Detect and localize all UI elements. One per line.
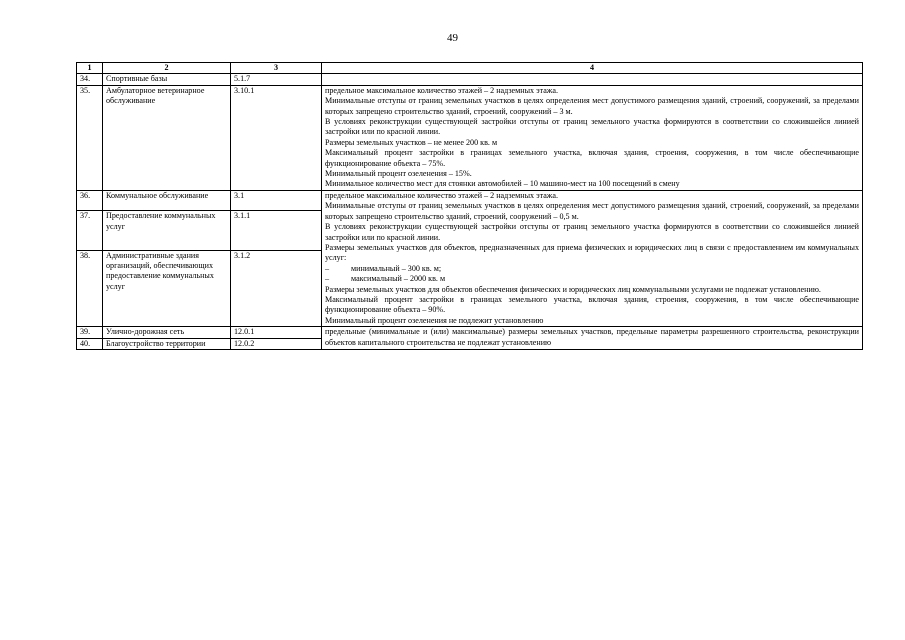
row-code: 3.1.1 — [231, 211, 322, 250]
param-line: Размеры земельных участков для объектов, предназначенных для приема физических и юридических лиц в связи с предоставлением им коммунальных услуг: — [325, 242, 859, 263]
row-name: Предоставление коммунальных услуг — [103, 211, 231, 250]
param-line: Минимальные отступы от границ земельных участков в целях определения мест допустимого размещения зданий, строений, сооружений, за пределами которых запрещено строительство зданий, строений, сооружений – 3 м. — [325, 96, 859, 116]
row-name: Коммунальное обслуживание — [103, 190, 231, 210]
row-number: 34. — [77, 74, 103, 85]
param-line: Минимальный процент озеленения – 15%. — [325, 169, 472, 179]
params-cell-roads: предельные (минимальные и (или) максимальные) размеры земельных участков, предельные параметры разрешенного строительства, реконструкции объектов капитального строительства не подлежат установлению — [322, 327, 863, 350]
dash-item — [325, 264, 859, 274]
row-number: 36. — [77, 190, 103, 210]
page-number: 49 — [447, 32, 458, 44]
row-code: 3.1.2 — [231, 250, 322, 327]
table-row — [77, 74, 863, 85]
table-row — [77, 85, 863, 190]
row-name: Благоустройство территории — [103, 338, 231, 349]
row-params-empty — [322, 74, 863, 85]
row-name: Спортивные базы — [103, 74, 231, 85]
param-line: В условиях реконструкции существующей застройки отступы от границ земельного участка формируются в соответствии со сложившейся линией застройки или по красной линии. — [325, 117, 859, 137]
params-cell-communal — [322, 190, 863, 326]
row-name: Улично-дорожная сеть — [103, 327, 231, 338]
dash-marker: – — [325, 263, 330, 273]
params-cell-veterinary — [322, 85, 863, 190]
row-number: 39. — [77, 327, 103, 338]
dash-item — [325, 274, 859, 284]
param-line: В условиях реконструкции существующей застройки отступы от границ земельного участка формируются в соответствии со сложившейся линией застройки или по красной линии. — [325, 222, 859, 242]
header-col-2: 2 — [103, 63, 231, 74]
table-row — [77, 190, 863, 210]
row-code: 12.0.2 — [231, 338, 322, 349]
param-line: предельное максимальное количество этажей – 2 надземных этажа. — [325, 85, 559, 95]
dash-marker: – — [325, 274, 330, 284]
row-code: 3.10.1 — [231, 85, 322, 190]
param-line: Минимальный процент озеленения не подлежит установлению — [325, 315, 544, 325]
row-number: 35. — [77, 85, 103, 190]
param-line: Минимальное количество мест для стоянки автомобилей – 10 машино-мест на 100 посещений в смену — [325, 179, 680, 189]
header-row — [77, 63, 863, 74]
table-row — [77, 327, 863, 338]
param-line: предельное максимальное количество этажей – 2 надземных этажа. — [325, 190, 559, 200]
dash-text: минимальный – 300 кв. м; — [351, 263, 442, 273]
param-line: Размеры земельных участков для объектов обеспечения физических и юридических лиц коммунальными услугами не подлежат установлению. — [325, 284, 821, 294]
param-line: Минимальные отступы от границ земельных участков в целях определения мест допустимого размещения зданий, строений, сооружений, за пределами которых запрещено строительство зданий, строений, сооружений – 0,5 м. — [325, 201, 859, 221]
row-code: 12.0.1 — [231, 327, 322, 338]
header-col-3: 3 — [231, 63, 322, 74]
header-col-4: 4 — [322, 63, 863, 74]
row-name: Амбулаторное ветеринарное обслуживание — [103, 85, 231, 190]
row-code: 3.1 — [231, 190, 322, 210]
row-number: 37. — [77, 211, 103, 250]
header-col-1: 1 — [77, 63, 103, 74]
row-number: 40. — [77, 338, 103, 349]
regulations-table — [76, 62, 863, 350]
row-code: 5.1.7 — [231, 74, 322, 85]
param-line: Максимальный процент застройки в границах земельного участка, включая здания, строения, сооружения, в том числе обеспечивающие функционирование объекта – 75%. — [325, 148, 859, 168]
param-line: Максимальный процент застройки в границах земельного участка, включая здания, строения, сооружения, в том числе обеспечивающие функционирование объекта – 90%. — [325, 294, 859, 315]
row-name: Административные здания организаций, обеспечивающих предоставление коммунальных услуг — [103, 250, 231, 327]
dash-text: максимальный – 2000 кв. м — [351, 274, 446, 284]
row-number: 38. — [77, 250, 103, 327]
param-line: Размеры земельных участков – не менее 200 кв. м — [325, 137, 498, 147]
